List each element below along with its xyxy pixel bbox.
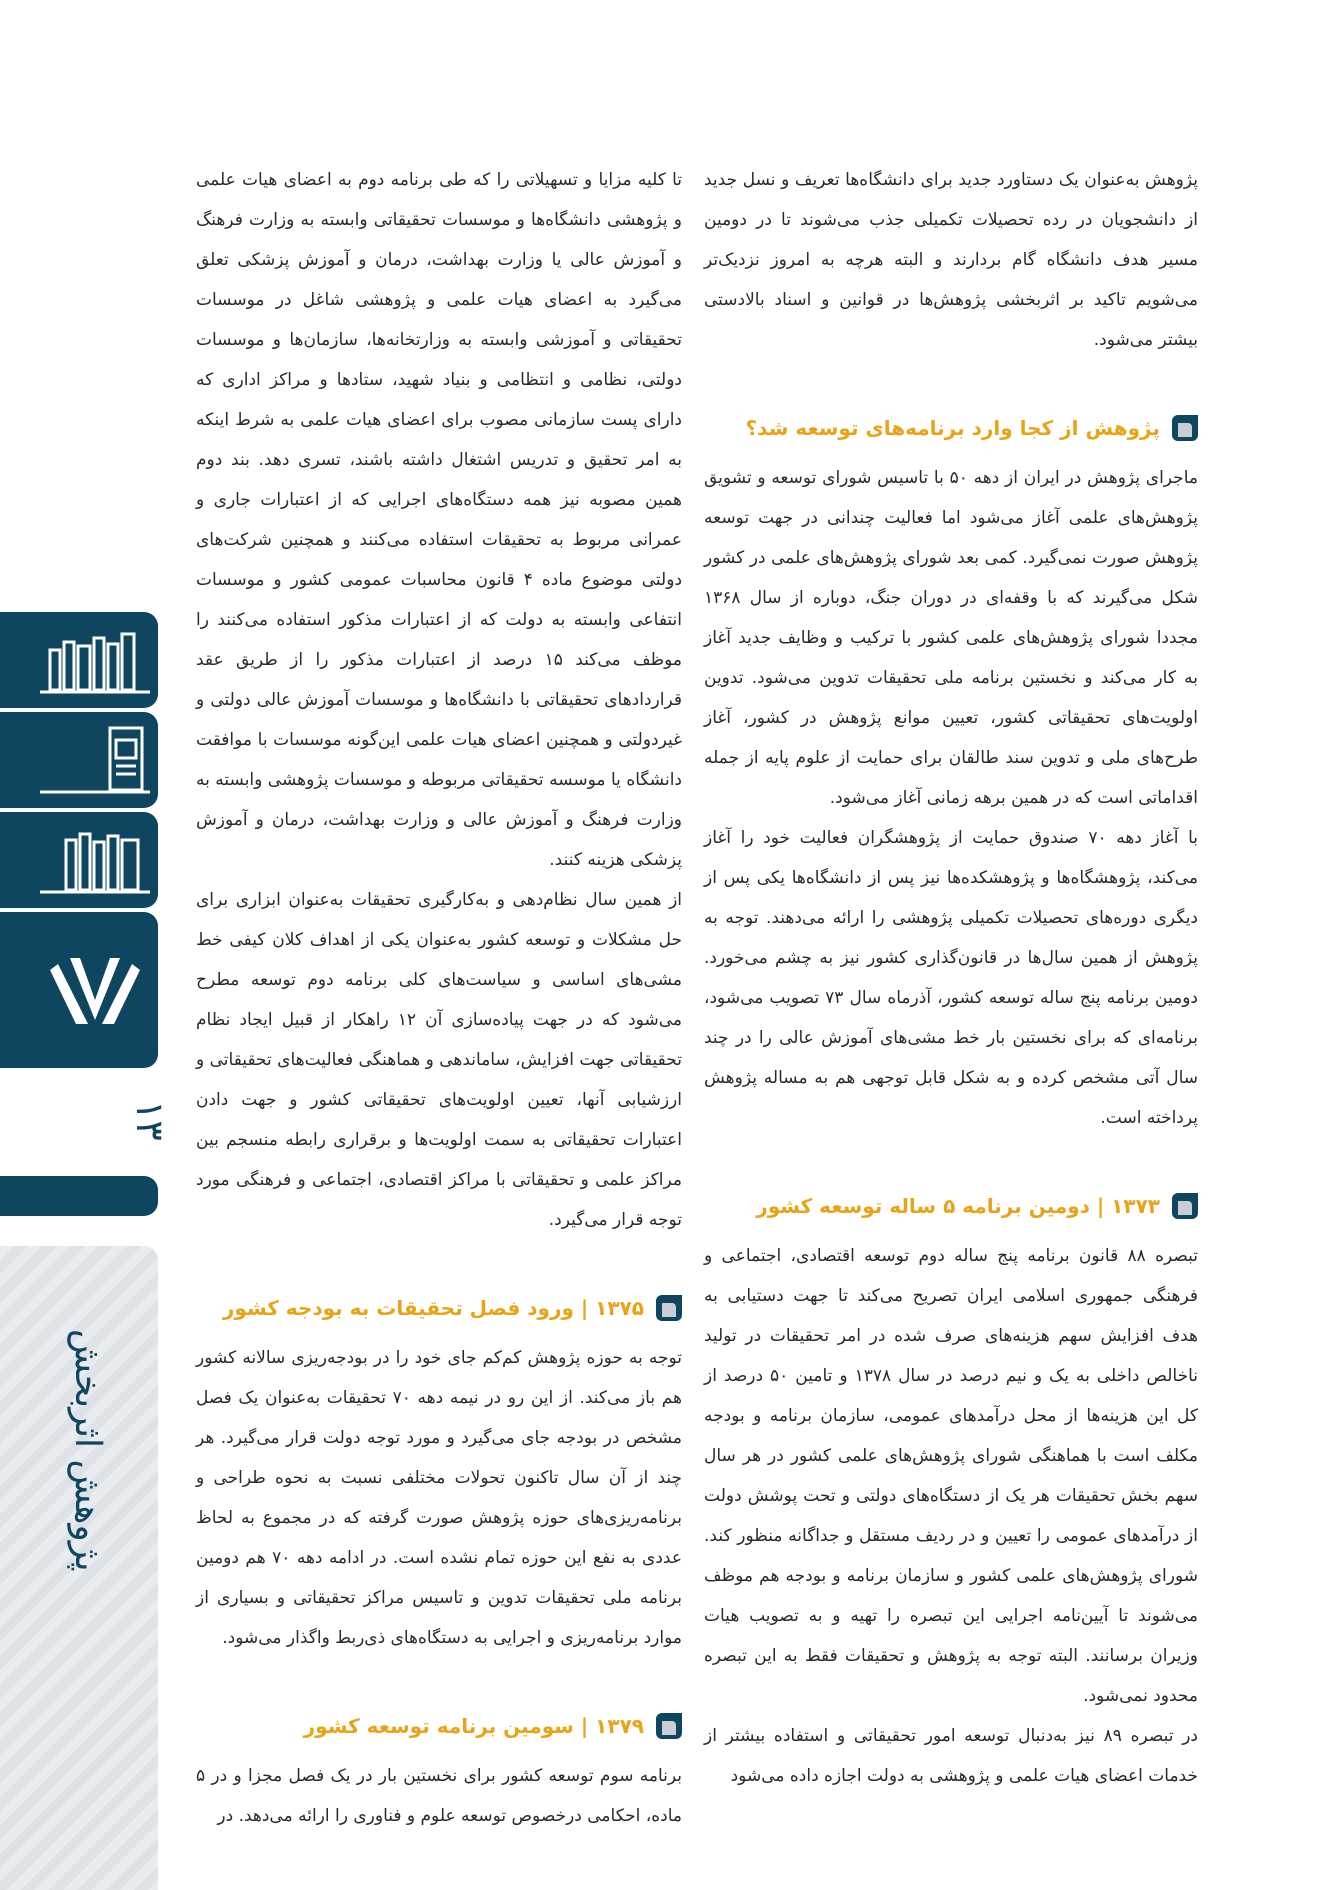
heading-marker-icon <box>656 1713 682 1739</box>
bookshelf-icon <box>40 820 150 900</box>
intro-paragraph: پژوهش به‌عنوان یک دستاورد جدید برای دانشگاه‌ها تعریف و نسل جدید از دانشجویان در رده تحصیلات تکمیلی جذب می‌شوند تا در دومین مسیر هدف دانشگاه گام بردارند و البته هرچه به امروز نزدیک‌تر می‌شویم تاکید بر اثربخشی پژوهش‌ها در قوانین و اسناد بالادستی بیشتر می‌شود. <box>704 170 1198 350</box>
paragraph: تبصره ۸۸ قانون برنامه پنج ساله دوم توسعه اقتصادی، اجتماعی و فرهنگی جمهوری اسلامی ایران تصریح می‌کند تا جهت دستیابی به هدف افزایش سهم هزینه‌های صرف شده در امر تحقیقات در تولید ناخالص داخلی به یک و نیم درصد در سال ۱۳۷۸ و تامین ۵۰ درصد از کل این هزینه‌ها از محل درآمدهای عمومی، سازمان برنامه و بودجه مکلف است با هماهنگی شورای پژوهش‌های علمی کشور در هر سال سهم بخش تحقیقات هر یک از دستگاه‌های دولتی و تحت پوشش دولت از درآمدهای عمومی را تعیین و در ردیف مستقل و جداگانه منظور کند. شورای پژوهش‌های علمی کشور و سازمان برنامه و بودجه هم موظف می‌شوند تا آیین‌نامه اجرایی این تبصره را تهیه و به تصویب هیات وزیران برسانند. البته توجه به پژوهش و تحقیقات فقط به این تبصره محدود نمی‌شود. <box>704 1246 1198 1706</box>
right-column <box>704 160 1198 1796</box>
sidebar-panel-books <box>0 612 158 708</box>
paragraph: با آغاز دهه ۷۰ صندوق حمایت از پژوهشگران فعالیت خود را آغاز می‌کند، پژوهشگاه‌ها و پژوهشکده‌ها نیز پس از دانشگاه‌ها یکی پس از دیگری دوره‌های تحصیلات تکمیلی پژوهشی را ارائه می‌دهند. توجه به پژوهش از همین سال‌ها در قانون‌گذاری کشور نیز به چشم می‌خورد. دومین برنامه پنج ساله توسعه کشور، آذرماه سال ۷۳ تصویب می‌شود، برنامه‌ای که برای نخستین بار خط مشی‌های آموزش عالی را در چند سال آتی مشخص کرده و به شکل قابل توجهی هم به مساله پژوهش پرداخته است. <box>704 828 1198 1128</box>
sidebar-foot-bar <box>0 1176 158 1216</box>
section-heading-1373: ۱۳۷۳ | دومین برنامه ۵ ساله توسعه کشور <box>704 1186 1198 1226</box>
page-number: ۱۳ <box>128 1100 172 1141</box>
university-logo-icon <box>40 950 150 1030</box>
left-column <box>196 160 682 1836</box>
heading-marker-icon <box>1172 1193 1198 1219</box>
sidebar-panel-bookshelf <box>0 812 158 908</box>
section-heading-1375: ۱۳۷۵ | ورود فصل تحقیقات به بودجه کشور <box>196 1288 682 1328</box>
paragraph: در تبصره ۸۹ نیز به‌دنبال توسعه امور تحقیقاتی و استفاده بیشتر از خدمات اعضای هیات علمی و پژوهشی به دولت اجازه داده می‌شود <box>704 1726 1198 1786</box>
heading-marker-icon <box>656 1295 682 1321</box>
books-icon <box>40 620 150 700</box>
paragraph: از همین سال نظام‌دهی و به‌کارگیری تحقیقات به‌عنوان ابزاری برای حل مشکلات و توسعه کشور به‌عنوان یکی از اهداف کلان کیفی خط مشی‌های اساسی و سیاست‌های کلی برنامه دوم توسعه مطرح می‌شود که در جهت پیاده‌سازی آن ۱۲ راهکار از قبیل ایجاد نظام تحقیقاتی جهت افزایش، ساماندهی و هماهنگی فعالیت‌های تحقیقاتی و ارزشیابی آنها، تعیین اولویت‌های تحقیقاتی کشور و جهت دادن اعتبارات تحقیقاتی به سمت اولویت‌ها و برقراری رابطه منسجم بین مراکز علمی و تحقیقاتی با مراکز اقتصادی، اجتماعی و فرهنگی مورد توجه قرار می‌گیرد. <box>196 890 682 1230</box>
sidebar-panel-certificate <box>0 712 158 808</box>
heading-marker-icon <box>1172 415 1198 441</box>
sidebar-panel-logo <box>0 912 158 1068</box>
paragraph: ماجرای پژوهش در ایران از دهه ۵۰ با تاسیس شورای توسعه و تشویق پژوهش‌های علمی آغاز می‌شود اما فعالیت چندانی در جهت توسعه پژوهش صورت نمی‌گیرد. کمی بعد شورای پژوهش‌های علمی در کشور شکل می‌گیرند که با وقفه‌ای در دوران جنگ، دوباره از سال ۱۳۶۸ مجددا شورای پژوهش‌های علمی کشور با ترکیب و وظایف جدید آغاز به کار می‌کند و نخستین برنامه ملی تحقیقات تدوین می‌شود. تدوین اولویت‌های تحقیقاتی کشور، تعیین موانع پژوهش در کشور، آغاز طرح‌های ملی و تدوین سند طالقان برای حمایت از علوم پایه از جمله اقداماتی است که در همین برهه زمانی آغاز می‌شود. <box>704 468 1198 808</box>
section-heading-origin: پژوهش از کجا وارد برنامه‌های توسعه شد؟ <box>704 408 1198 448</box>
paragraph: تا کلیه مزایا و تسهیلاتی را که طی برنامه دوم به اعضای هیات علمی و پژوهشی دانشگاه‌ها و موسسات تحقیقاتی وابسته به وزارت فرهنگ و آموزش عالی یا وزارت بهداشت، درمان و آموزش پزشکی تعلق می‌گیرد به اعضای هیات علمی و پژوهشی شاغل در موسسات تحقیقاتی و آموزشی وابسته به وزارتخانه‌ها، سازمان‌ها و موسسات دولتی، نظامی و انتظامی و بنیاد شهید، ستادها و مراکز اداری که دارای پست سازمانی مصوب برای اعضای هیات علمی به شرط اینکه به امر تحقیق و تدریس اشتغال داشته باشند، تسری دهد. بند دوم همین مصوبه نیز همه دستگاه‌های اجرایی که از اعتبارات جاری و عمرانی مربوط به تحقیقات استفاده می‌کنند و همچنین شرکت‌های دولتی موضوع ماده ۴ قانون محاسبات عمومی کشور و موسسات انتفاعی وابسته به دولت که از اعتبارات مذکور استفاده می‌کنند را موظف می‌کند ۱۵ درصد از اعتبارات مذکور را از طریق عقد قراردادهای تحقیقاتی با دانشگاه‌ها و موسسات آموزش عالی دولتی و غیردولتی و همچنین اعضای هیات علمی این‌گونه موسسات با موافقت دانشگاه یا موسسه تحقیقاتی مربوطه و موسسات پژوهشی وابسته به وزارت فرهنگ و آموزش عالی و وزارت بهداشت، درمان و آموزش پزشکی هزینه کنند. <box>196 170 683 870</box>
certificate-icon <box>40 720 150 800</box>
section-heading-1379: ۱۳۷۹ | سومین برنامه توسعه کشور <box>196 1706 682 1746</box>
paragraph: توجه به حوزه پژوهش کم‌کم جای خود را در بودجه‌ریزی سالانه کشور هم باز می‌کند. از این رو در نیمه دهه ۷۰ تحقیقات به‌عنوان یک فصل مشخص در بودجه جای می‌گیرد و مورد توجه دولت قرار می‌گیرد. هر چند از آن سال تاکنون تحولات مختلفی نسبت به نحوه طراحی و برنامه‌ریزی‌های حوزه پژوهش صورت گرفته که در مجموع به لحاظ عددی به نفع این حوزه تمام نشده است. در ادامه دهه ۷۰ هم دومین برنامه ملی تحقیقات تدوین و تاسیس مراکز تحقیقاتی و بسیاری از موارد برنامه‌ریزی و اجرایی به دستگاه‌های ذی‌ربط واگذار می‌شود. <box>196 1348 683 1648</box>
paragraph: برنامه سوم توسعه کشور برای نخستین بار در یک فصل مجزا و در ۵ ماده، احکامی درخصوص توسعه علوم و فناوری را ارائه می‌دهد. در <box>196 1766 682 1826</box>
section-title: پژوهش اثربخش <box>67 1328 108 1572</box>
